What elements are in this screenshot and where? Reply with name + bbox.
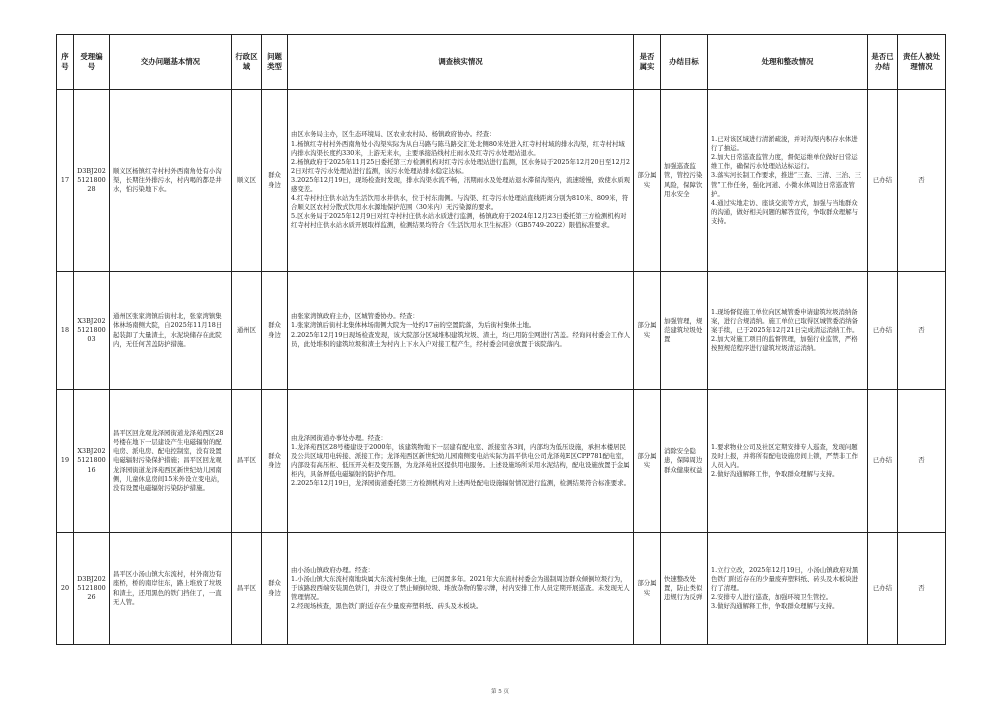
row-goal: 加强巡查监管，管控污染风险，保障饮用水安全: [661, 90, 708, 272]
header-completed: 是否已办结: [868, 35, 898, 90]
investigation-line: 3.2025年12月19日，现场检查时发现，排水沟渠水流不畅，汛期雨水及处理站退水滞留沟渠内，流速缓慢，致使水质观感变差。: [291, 175, 630, 194]
row-investigation: [288, 272, 634, 390]
row-measures: [708, 90, 868, 272]
measure-line: 2.做好沟通解释工作，争取群众理解与支持。: [711, 470, 839, 479]
case-table: [56, 34, 946, 645]
row-verified: 部分属实: [634, 90, 661, 272]
row-investigation: [288, 90, 634, 272]
row-punished: 否: [898, 272, 946, 390]
row-goal: 消除安全隐患，保障周边群众健康权益: [661, 390, 708, 533]
row-completed: 已办结: [868, 533, 898, 645]
row-goal: 快速整改处置，防止类似违规行为反弹: [661, 533, 708, 645]
measure-line: 4.通过实地走访、座谈交流等方式，加强与当地群众的沟通，做好相关问题的解答宣传，争取群众理解与支持。: [711, 198, 858, 225]
row-district: 顺义区: [232, 90, 262, 272]
header-row: [57, 35, 946, 90]
row-completed: 已办结: [868, 90, 898, 272]
investigation-line: 由张家湾镇政府主办，区城管委协办。经查：: [291, 312, 419, 321]
row-issue: 昌平区回龙观龙泽园街道龙泽苑西区28号楼在地下一层建设产生电磁辐射的配电房、派电房、配电控制室，没有设置电磁辐射污染保护措施；昌平区回龙观龙泽园街道龙泽苑西区新世纪幼儿园南侧，儿童休息房间15米外设立变电站，没有设置电磁辐射污染防护措施。: [110, 390, 232, 533]
row-id: X3BJ202512180003: [74, 272, 110, 390]
row-verified: 部分属实: [634, 390, 661, 533]
row-district: 昌平区: [232, 533, 262, 645]
row-id: X3BJ202512180016: [74, 390, 110, 533]
investigation-line: 4.红寺村村庄供水站为生活饮用水井供水，位于村东南侧。与沟渠、红寺污水处理站直线距离分别为810米、809米，符合顺义区农村分散式饮用水水源地保护范围（30米内）无污染源的要求。: [291, 194, 629, 212]
row-punished: 否: [898, 533, 946, 645]
row-issue: 顺义区杨镇红寺村村外西南角处有小沟渠，长期往外排污水，村内喝的都是井水，怕污染地下水。: [110, 90, 232, 272]
investigation-line: 1.杨镇红寺村村外西南角处小沟渠实际为从白马路与陈马路交汇处北侧80米处进入红寺村村域的排水沟渠，红寺村村域内排水沟渠长度约330米，上游无来水，主要承接沿线村庄雨水及红寺污水处理站退水。: [291, 139, 625, 157]
investigation-line: 1.小汤山镇大东流村南地块属大东流村集体土地，已闲置多年。2021年大东流村村委会为遏制周边群众倾倒垃圾行为，于该路段西端安装黑色铁门，并设立了禁止倾倒垃圾、堆放杂物的警示牌，村内安排工作人员定期开展巡查。未发现无人管理情况。: [291, 574, 630, 602]
measure-line: 2.安排专人进行巡查，加强环境卫生管控。: [711, 593, 833, 602]
investigation-line: 1.龙泽苑西区28号楼建设于2000年，该建筑物地下一层建有配电室、派接室各3间，内部均为低压设施，承担本楼居民及公共区域用电转接、派接工作；龙泽苑西区新世纪幼儿园南侧变电站实际为昌平供电公司龙泽苑E区CPP781配电室，内部设有高压柜、低压开关柜及变压器，为龙泽苑社区提供用电服务。上述设施场所采用水泥结构，配电设施放置于金属柜内，具备屏低电磁辐射的防护作用。: [291, 442, 630, 479]
row-district: 通州区: [232, 272, 262, 390]
measure-line: 1.要求物业公司及社区定期安排专人巡查，发现问题及时上报，并将所有配电设施房间上锁，严禁非工作人员入内。: [711, 442, 858, 469]
investigation-line: 由龙泽园街道办事处办理。经查：: [291, 433, 387, 442]
measure-line: 2.加大日常巡查监管力度，督促运维单位做好日常运维工作，确保污水处理站达标运行。: [711, 153, 858, 171]
header-type: 问题类型: [262, 35, 288, 90]
table-row: [57, 90, 946, 272]
table-row: [57, 533, 946, 645]
row-no: 18: [57, 272, 74, 390]
measure-line: 1.已对该区域进行清淤疏浚，并对沟渠内积存水体进行了抽运。: [711, 135, 858, 153]
row-id: D3BJ202512180026: [74, 533, 110, 645]
row-type: 群众身边: [262, 90, 288, 272]
table-row: [57, 390, 946, 533]
row-id: D3BJ202512180028: [74, 90, 110, 272]
measure-line: 1.现场督促施工单位向区城管委申请建筑垃圾消纳备案，进行合规消纳。施工单位已取得区城管委消纳备案手续，已于2025年12月21日完成清运消纳工作。: [711, 307, 859, 334]
header-district: 行政区域: [232, 35, 262, 90]
row-district: 昌平区: [232, 390, 262, 533]
row-no: 17: [57, 90, 74, 272]
row-verified: 部分属实: [634, 533, 661, 645]
row-no: 19: [57, 390, 74, 533]
investigation-line: 由区水务局主办，区生态环境局、区农业农村局、杨镇政府协办。经查：: [291, 130, 496, 139]
row-punished: 否: [898, 90, 946, 272]
header-id: 受理编号: [74, 35, 110, 90]
investigation-line: 由小汤山镇政府办理。经查：: [291, 565, 375, 574]
row-measures: [708, 272, 868, 390]
header-punished: 责任人被处理情况: [898, 35, 946, 90]
row-measures: [708, 390, 868, 533]
row-type: 群众身边: [262, 272, 288, 390]
header-issue: 交办问题基本情况: [110, 35, 232, 90]
header-goal: 办结目标: [661, 35, 708, 90]
page-number: 第 5 页: [491, 689, 509, 695]
measure-line: 3.落实河长制工作要求，推进“三查、三清、三治、三管”工作任务，强化河道、小微水体周边日常巡查管护。: [711, 171, 861, 198]
investigation-line: 2.2025年12月19日，龙泽园街道委托第三方检测机构对上述两处配电设施辐射情况进行监测，检测结果符合标准要求。: [291, 479, 630, 488]
row-goal: 加强管理，规范建筑垃圾处置: [661, 272, 708, 390]
investigation-line: 2.2025年12月19日现场检查发现，该大院部分区域堆积建筑垃圾、渣土，均已用防尘网进行苫盖。经询问村委会工作人员，此处堆积的建筑垃圾和渣土为村内上下水入户对接工程产生，经村委会同意放置于该院落内。: [291, 330, 630, 348]
row-issue: 昌平区小汤山镇大东流村，村外南边有座桥，桥的南岸往东，路上堆放了垃圾和渣土，还用黑色的铁门挡住了，一直无人管。: [110, 533, 232, 645]
header-verified: 是否属实: [634, 35, 661, 90]
measure-line: 3.做好沟通解释工作，争取群众理解与支持。: [711, 602, 839, 611]
row-type: 群众身边: [262, 533, 288, 645]
header-measures: 处理和整改情况: [708, 35, 868, 90]
table-row: [57, 272, 946, 390]
row-investigation: [288, 390, 634, 533]
row-type: 群众身边: [262, 390, 288, 533]
row-investigation: [288, 533, 634, 645]
row-completed: 已办结: [868, 272, 898, 390]
row-punished: 否: [898, 390, 946, 533]
investigation-line: 2.杨镇政府于2025年11月25日委托第三方检测机构对红寺污水处理站进行监测，区水务局于2025年12月20日至12月22日对红寺污水处理站进行监测，该污水处理站排水稳定达标。: [291, 157, 630, 175]
investigation-line: 5.区水务局于2025年12月9日对红寺村村庄供水站水质进行监测，杨镇政府于2024年12月23日委托第三方检测机构对红寺村村庄供水站水质开展取样监测，检测结果均符合《生活饮用水卫生标准》（GB5749-2022）限值标准要求。: [291, 212, 627, 230]
investigation-line: 2.经现场核查，黑色铁门附近存在少量废弃塑料纸、砖头及木板块。: [291, 602, 483, 611]
measure-line: 1.立行立改，2025年12月19日，小汤山镇政府对黑色铁门附近存在的少量废弃塑料纸、砖头及木板块进行了清理。: [711, 565, 859, 592]
measure-line: 2.加大对施工项目的监督管理，加强行业监管，严格按照规范程序进行建筑垃圾清运消纳。: [711, 335, 858, 353]
investigation-line: 1.张家湾镇后街村北集体林场南侧大院为一处约17亩的空置院落，为后街村集体土地。: [291, 321, 536, 330]
row-completed: 已办结: [868, 390, 898, 533]
row-issue: 通州区张家湾镇后街村北，张家湾镇集体林场南侧大院，自2025年11月18日起装卸了大量渣土，水泥块储存在此院内，无任何苫盖防护措施。: [110, 272, 232, 390]
header-no: 序号: [57, 35, 74, 90]
header-investigation: 调查核实情况: [288, 35, 634, 90]
row-no: 20: [57, 533, 74, 645]
row-verified: 部分属实: [634, 272, 661, 390]
row-measures: [708, 533, 868, 645]
